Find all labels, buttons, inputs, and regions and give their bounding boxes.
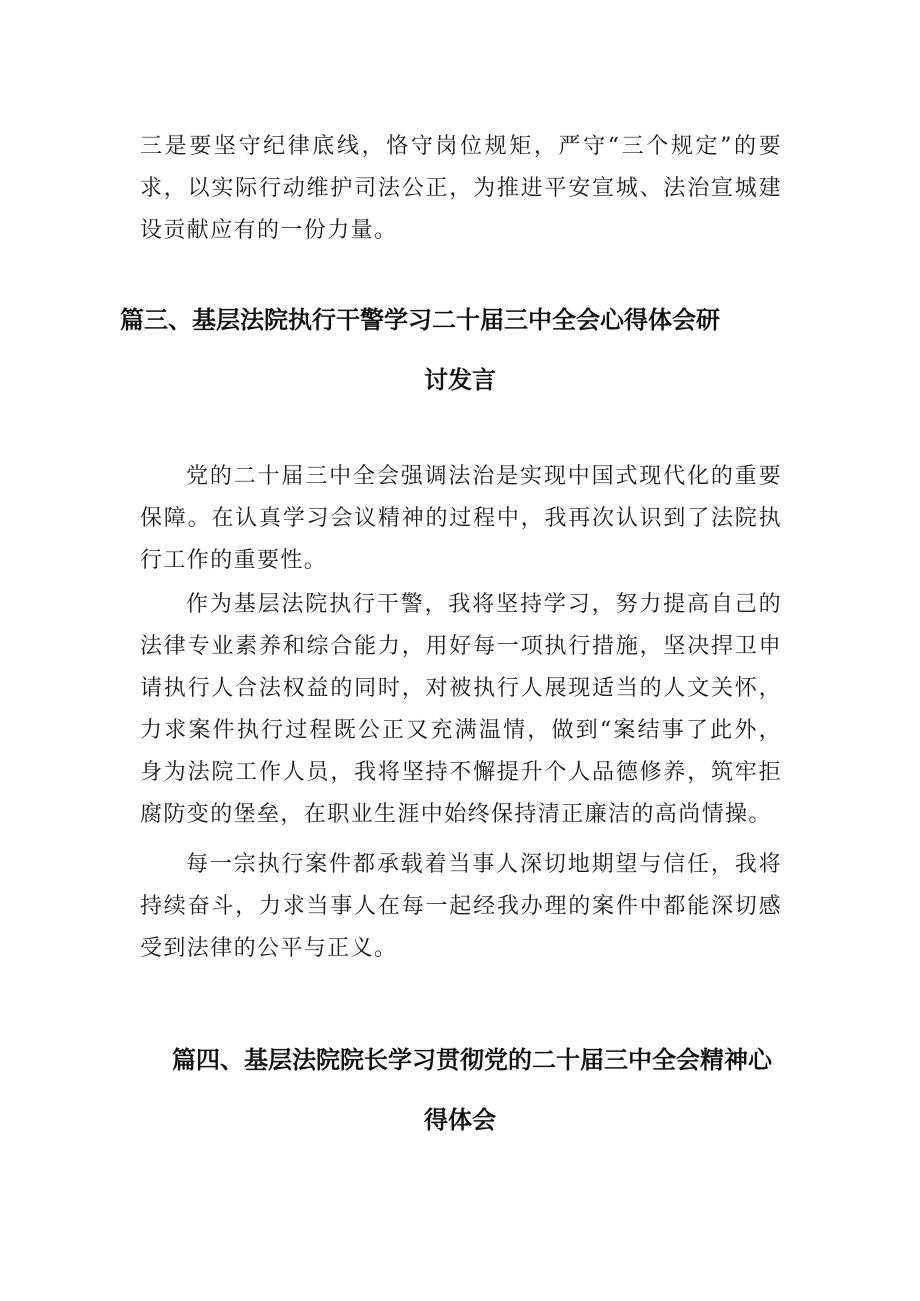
section3-title-line1: 篇三、基层法院执行干警学习二十届三中全会心得体会研: [120, 306, 720, 334]
intro-paragraph: 三是要坚守纪律底线，恪守岗位规矩，严守“三个规定”的要求，以实际行动维护司法公正，为推进平安宣城、法治宣城建设贡献应有的一份力量。: [140, 134, 782, 243]
section4-title-line2: 得体会: [424, 1106, 496, 1134]
section3-paragraph-1: 党的二十届三中全会强调法治是实现中国式现代化的重要保障。在认真学习会议精神的过程中，我再次认识到了法院执行工作的重要性。: [140, 464, 782, 573]
section3-paragraph-2: 作为基层法院执行干警，我将坚持学习，努力提高自己的法律专业素养和综合能力，用好每一项执行措施，坚决捍卫申请执行人合法权益的同时，对被执行人展现适当的人文关怀，力求案件执行过程既公正又充满温情，做到“案结事了此外，身为法院工作人员，我将坚持不懈提升个人品德修养，筑牢拒腐防变的堡垒，在职业生涯中始终保持清正廉洁的高尚情操。: [140, 592, 782, 827]
section4-title-line1: 篇四、基层法院院长学习贯彻党的二十届三中全会精神心: [172, 1046, 772, 1074]
section3-paragraph-3: 每一宗执行案件都承载着当事人深切地期望与信任，我将持续奋斗，力求当事人在每一起经我办理的案件中都能深切感受到法律的公平与正义。: [140, 852, 782, 961]
section3-title-line2: 讨发言: [424, 366, 496, 394]
